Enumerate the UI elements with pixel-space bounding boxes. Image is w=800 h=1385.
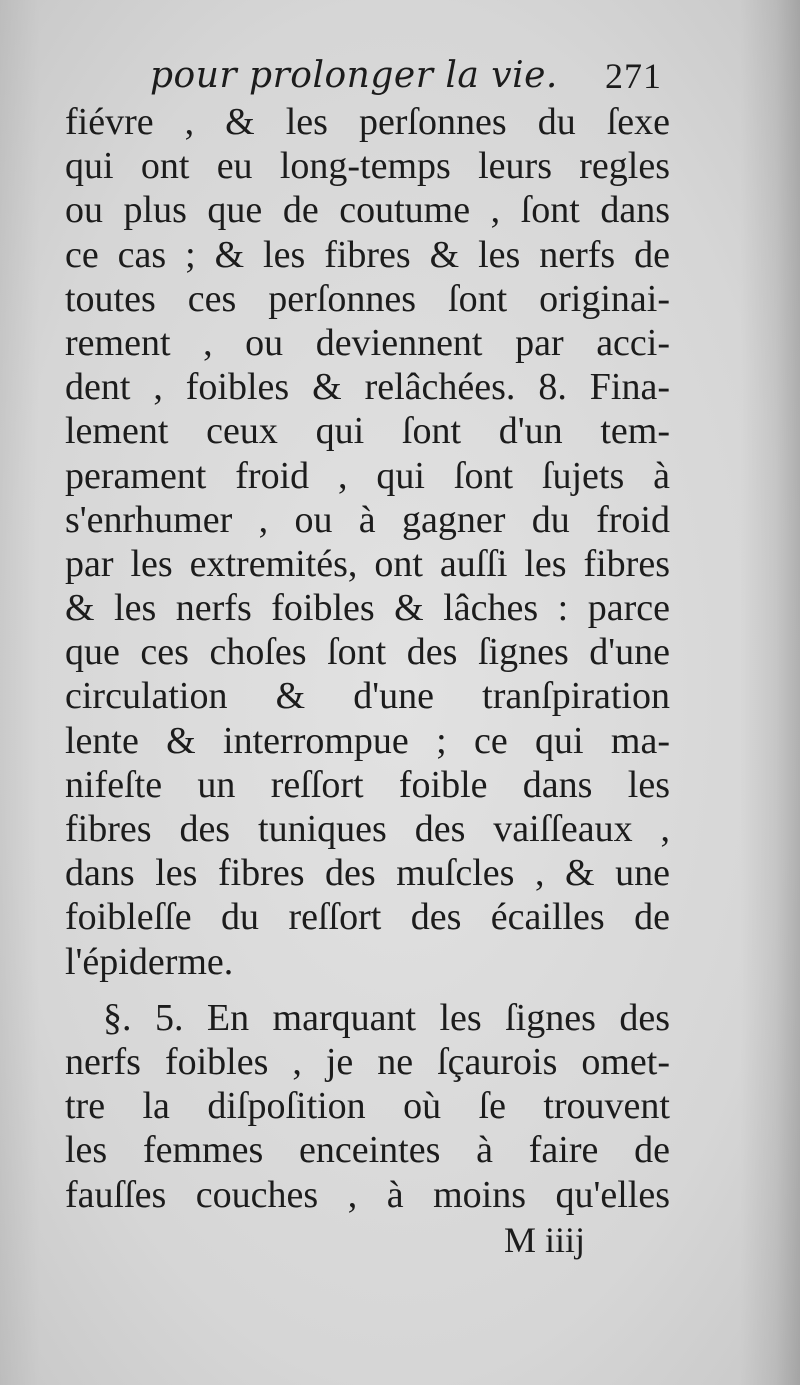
text-line: lement ceux qui ſont d'un tem- xyxy=(65,410,670,453)
paragraph-line: fauſſes couches , à moins qu'elles xyxy=(65,1173,670,1216)
paragraph-line: tre la diſpoſition où ſe trouvent xyxy=(65,1085,670,1128)
text-line: s'enrhumer , ou à gagner du froid xyxy=(65,498,670,541)
paragraph-line: §. 5. En marquant les ſignes des xyxy=(103,996,670,1039)
text-line: ce cas ; & les fibres & les nerfs de xyxy=(65,233,670,276)
paragraph-line: nerfs foibles , je ne ſçaurois omet- xyxy=(65,1040,670,1083)
text-line: que ces choſes ſont des ſignes d'une xyxy=(65,631,670,674)
page-number: 271 xyxy=(605,56,662,96)
running-title: pour prolonger la vie. xyxy=(150,55,558,96)
text-line: nifeſte un reſſort foible dans les xyxy=(65,763,670,806)
text-line: par les extremités, ont auſſi les fibres xyxy=(65,542,670,585)
text-line: qui ont eu long-temps leurs regles xyxy=(65,145,670,188)
paragraph-gap xyxy=(65,984,670,996)
text-line: & les nerfs foibles & lâches : parce xyxy=(65,587,670,630)
body-text xyxy=(65,100,670,1217)
text-line: circulation & d'une tranſpiration xyxy=(65,675,670,718)
text-line: toutes ces perſonnes ſont originai- xyxy=(65,277,670,320)
text-line: perament froid , qui ſont ſujets à xyxy=(65,454,670,497)
signature-mark: M iiij xyxy=(504,1220,586,1260)
text-line: l'épiderme. xyxy=(65,940,234,983)
paragraph-line: les femmes enceintes à faire de xyxy=(65,1129,670,1172)
text-line: foibleſſe du reſſort des écailles de xyxy=(65,896,670,939)
text-line: ou plus que de coutume , ſont dans xyxy=(65,189,670,232)
text-line: dans les fibres des muſcles , & une xyxy=(65,852,670,895)
text-line: fibres des tuniques des vaiſſeaux , xyxy=(65,808,670,850)
text-line: lente & interrompue ; ce qui ma- xyxy=(65,719,670,762)
gutter-shadow xyxy=(0,0,40,1385)
page-edge-shadow xyxy=(740,0,800,1385)
text-line: rement , ou deviennent par acci- xyxy=(65,321,670,364)
text-line: dent , foibles & relâchées. 8. Fina- xyxy=(65,366,670,409)
text-line: fiévre , & les perſonnes du ſexe xyxy=(65,101,670,143)
page-header xyxy=(150,52,670,100)
